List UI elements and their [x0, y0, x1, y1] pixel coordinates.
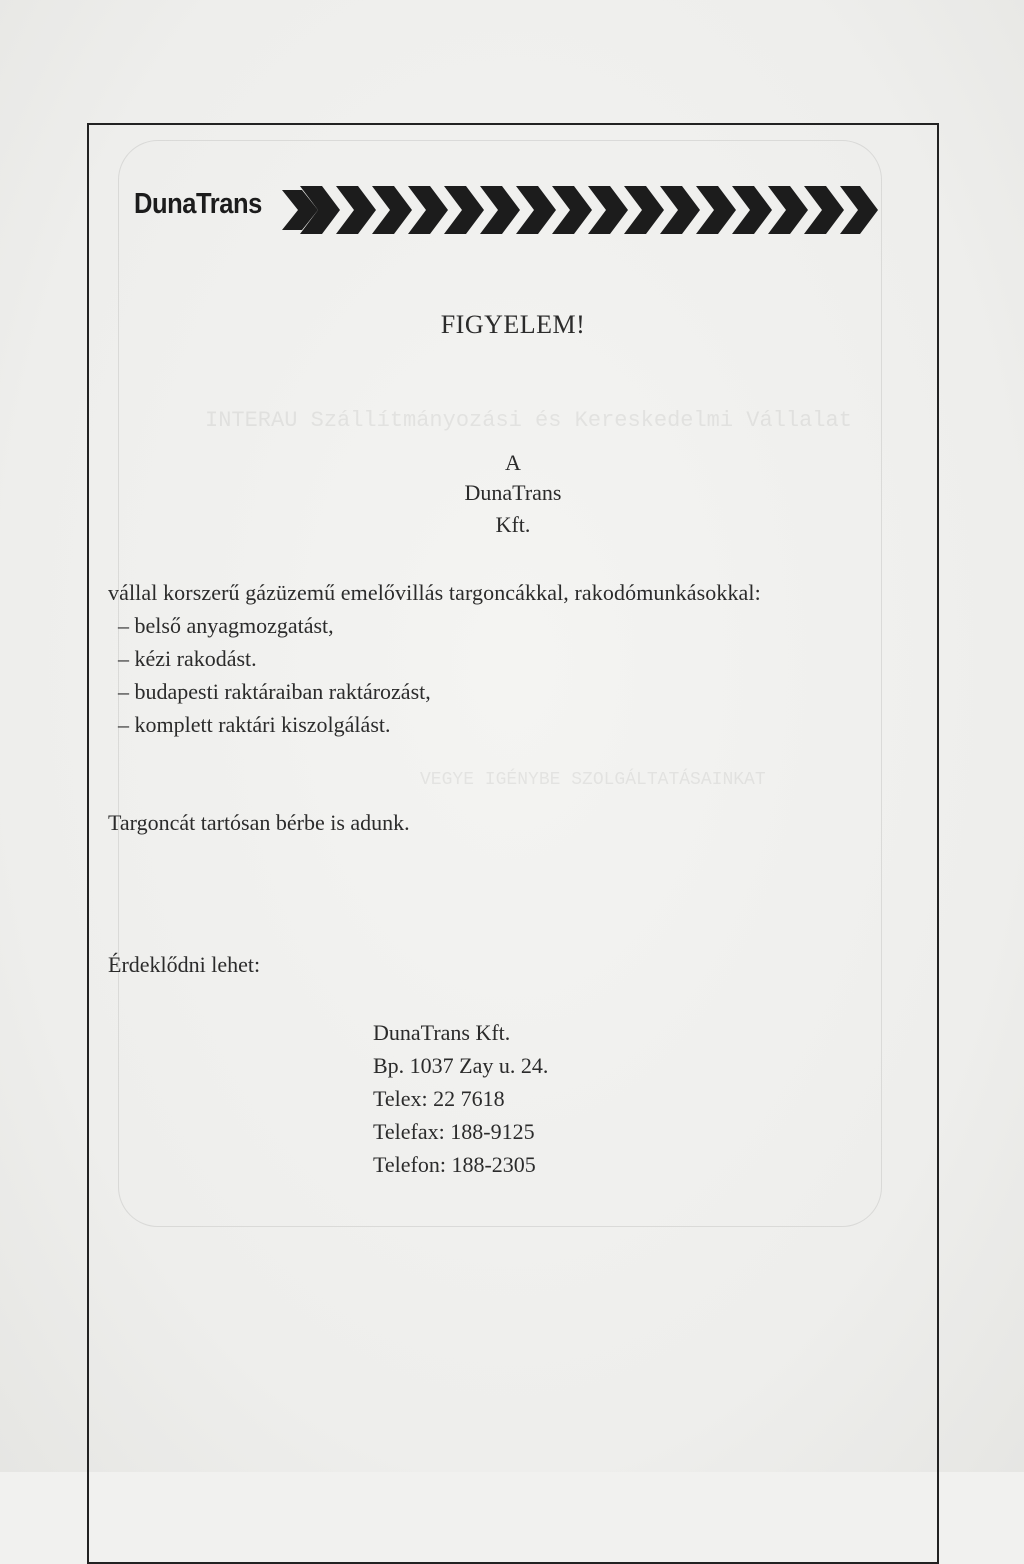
chevron-arrows-icon: [282, 182, 882, 238]
service-item: – budapesti raktáraiban raktározást,: [118, 679, 431, 704]
bleed-through-text: VEGYE IGÉNYBE SZOLGÁLTATÁSAINKAT: [420, 770, 766, 790]
bleed-through-text: INTERAU Szállítmányozási és Kereskedelmi Vállalat: [205, 408, 852, 433]
company-article: A: [505, 450, 521, 475]
service-item: – komplett raktári kiszolgálást.: [118, 712, 391, 737]
company-suffix: Kft.: [495, 512, 531, 537]
service-item: – belső anyagmozgatást,: [118, 613, 334, 638]
contact-telefax: Telefax: 188-9125: [373, 1119, 535, 1144]
logo-brand-text: DunaTrans: [134, 188, 262, 220]
dunatrans-logo: [134, 182, 904, 238]
service-item: – kézi rakodást.: [118, 646, 257, 671]
company-name: DunaTrans: [464, 480, 562, 505]
inquiry-label: Érdeklődni lehet:: [108, 952, 261, 977]
notice-heading: FIGYELEM!: [440, 310, 586, 339]
contact-telex: Telex: 22 7618: [373, 1086, 505, 1111]
services-intro: vállal korszerű gázüzemű emelővillás targoncákkal, rakodómunkásokkal:: [108, 580, 761, 605]
contact-address: Bp. 1037 Zay u. 24.: [373, 1053, 549, 1078]
contact-name: DunaTrans Kft.: [373, 1020, 511, 1045]
contact-telefon: Telefon: 188-2305: [373, 1152, 536, 1177]
rental-note: Targoncát tartósan bérbe is adunk.: [108, 810, 410, 835]
